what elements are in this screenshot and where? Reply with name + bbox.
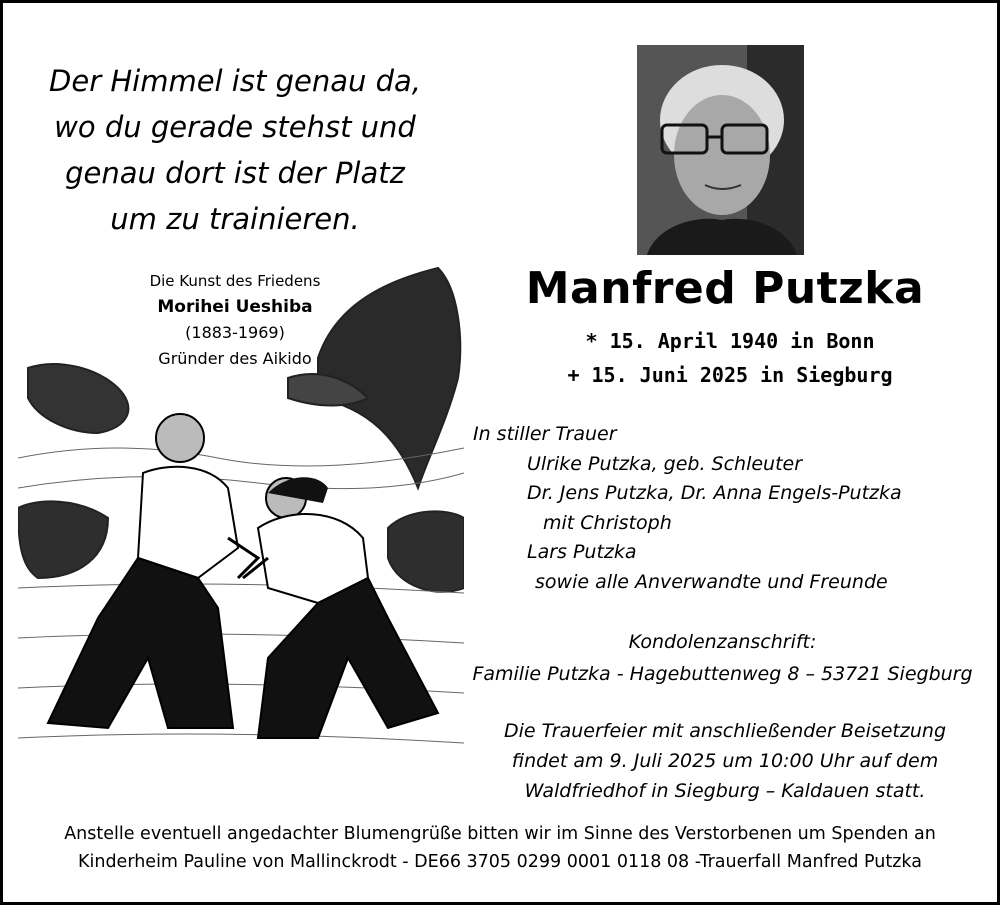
mourner-line: sowie alle Anverwandte und Freunde xyxy=(535,570,888,593)
death-date: + 15. Juni 2025 in Siegburg xyxy=(567,363,893,387)
birth-date: * 15. April 1940 in Bonn xyxy=(585,329,875,353)
quote-line: wo du gerade stehst und xyxy=(54,110,416,144)
attribution-years: (1883-1969) xyxy=(185,323,285,342)
mourner-line: Ulrike Putzka, geb. Schleuter xyxy=(527,452,803,475)
service-line: Waldfriedhof in Siegburg – Kaldauen statt. xyxy=(524,780,926,802)
quote-line: genau dort ist der Platz xyxy=(65,156,405,190)
service-line: Die Trauerfeier mit anschließender Beisetzung xyxy=(503,720,947,742)
service-line: findet am 9. Juli 2025 um 10:00 Uhr auf dem xyxy=(511,750,939,772)
attribution-author: Morihei Ueshiba xyxy=(157,297,313,317)
mourner-line: Dr. Jens Putzka, Dr. Anna Engels-Putzka xyxy=(527,482,902,504)
donation-note xyxy=(10,820,990,876)
portrait-photo xyxy=(637,45,804,255)
condolence-heading: Kondolenzanschrift: xyxy=(628,631,817,653)
quote xyxy=(30,58,440,242)
funeral-service xyxy=(480,716,970,806)
quote-line: Der Himmel ist genau da, xyxy=(49,64,421,98)
donation-line: Kinderheim Pauline von Mallinckrodt - DE66 3705 0299 0001 0118 08 -Trauerfall Manfred Putzka xyxy=(78,852,922,872)
quote-line: um zu trainieren. xyxy=(110,202,360,236)
mourner-line: mit Christoph xyxy=(543,511,672,534)
mourners-intro: In stiller Trauer xyxy=(473,423,617,445)
condolence-address xyxy=(470,626,975,690)
life-dates xyxy=(520,324,940,392)
mourners xyxy=(473,420,973,597)
attribution-work: Die Kunst des Friedens xyxy=(149,272,321,290)
condolence-line: Familie Putzka - Hagebuttenweg 8 – 53721 Siegburg xyxy=(472,663,973,685)
deceased-name: Manfred Putzka xyxy=(525,263,925,314)
donation-line: Anstelle eventuell angedachter Blumengrüße bitten wir im Sinne des Verstorbenen um Spenden an xyxy=(64,824,936,844)
attribution-role: Gründer des Aikido xyxy=(158,349,312,368)
mourner-line: Lars Putzka xyxy=(527,541,637,563)
quote-attribution xyxy=(95,268,375,372)
